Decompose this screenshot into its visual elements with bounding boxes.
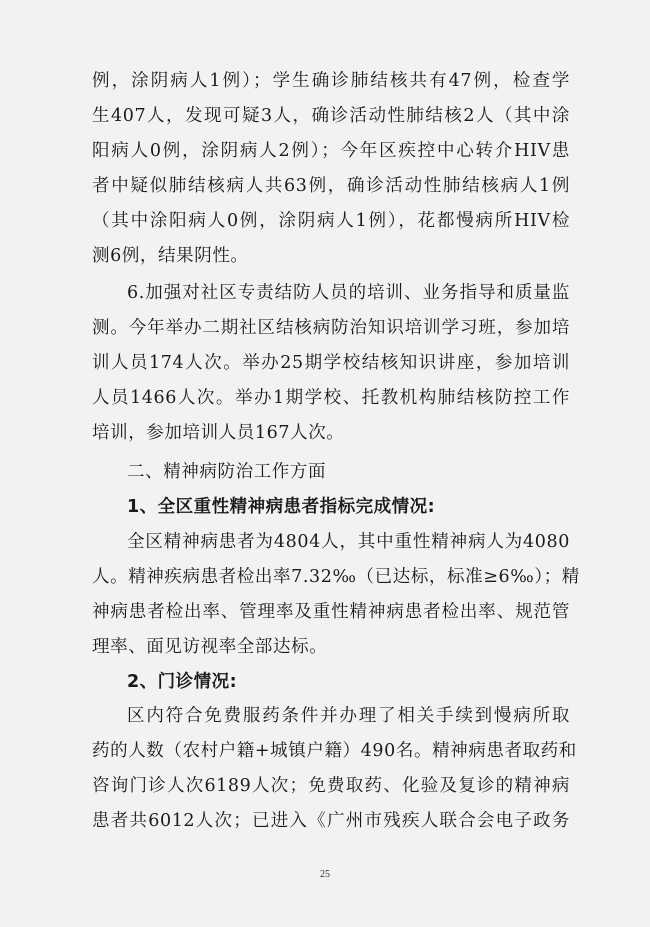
body-text-line: 全区精神病患者为4804人，其中重性精神病人为4080 — [127, 532, 570, 552]
body-text-line: 培训，参加培训人员167人次。 — [92, 423, 345, 443]
subsection-heading-1: 1、全区重性精神病患者指标完成情况: — [127, 497, 436, 517]
body-text-line: 阳病人0例，涂阴病人2例）；今年区疾控中心转介HIV患 — [92, 141, 570, 161]
body-text-line: 患者共6012人次；已进入《广州市残疾人联合会电子政务 — [92, 811, 570, 831]
body-text-line: 例，涂阴病人1例）；学生确诊肺结核共有47例，检查学 — [92, 71, 570, 91]
body-text-line: 理率、面见访视率全部达标。 — [92, 637, 328, 657]
body-text-line: 生407人，发现可疑3人，确诊活动性肺结核2人（其中涂 — [92, 106, 570, 126]
paragraph-item-6-start: 6.加强对社区专责结防人员的培训、业务指导和质量监 — [127, 283, 570, 303]
body-text-line: （其中涂阳病人0例，涂阴病人1例），花都慢病所HIV检 — [92, 211, 570, 231]
body-text-line: 人员1466人次。举办1期学校、托教机构肺结核防控工作 — [92, 388, 570, 408]
subsection-heading-2: 2、门诊情况: — [127, 672, 238, 692]
section-heading: 二、精神病防治工作方面 — [127, 462, 327, 482]
body-text-line: 人。精神疾病患者检出率7.32‰（已达标，标准≥6‰）；精 — [92, 567, 580, 587]
body-text-line: 测。今年举办二期社区结核病防治知识培训学习班，参加培 — [92, 318, 570, 338]
body-text-line: 测6例，结果阴性。 — [92, 246, 249, 266]
body-text-line: 神病患者检出率、管理率及重性精神病患者检出率、规范管 — [92, 602, 570, 622]
page-number: 25 — [320, 869, 330, 880]
body-text-line: 者中疑似肺结核病人共63例，确诊活动性肺结核病人1例 — [92, 176, 570, 196]
body-text-line: 咨询门诊人次6189人次；免费取药、化验及复诊的精神病 — [92, 776, 570, 796]
body-text-line: 训人员174人次。举办25期学校结核知识讲座，参加培训 — [92, 353, 570, 373]
body-text-line: 区内符合免费服药条件并办理了相关手续到慢病所取 — [127, 706, 570, 726]
body-text-line: 药的人数（农村户籍+城镇户籍）490名。精神病患者取药和 — [92, 741, 577, 761]
